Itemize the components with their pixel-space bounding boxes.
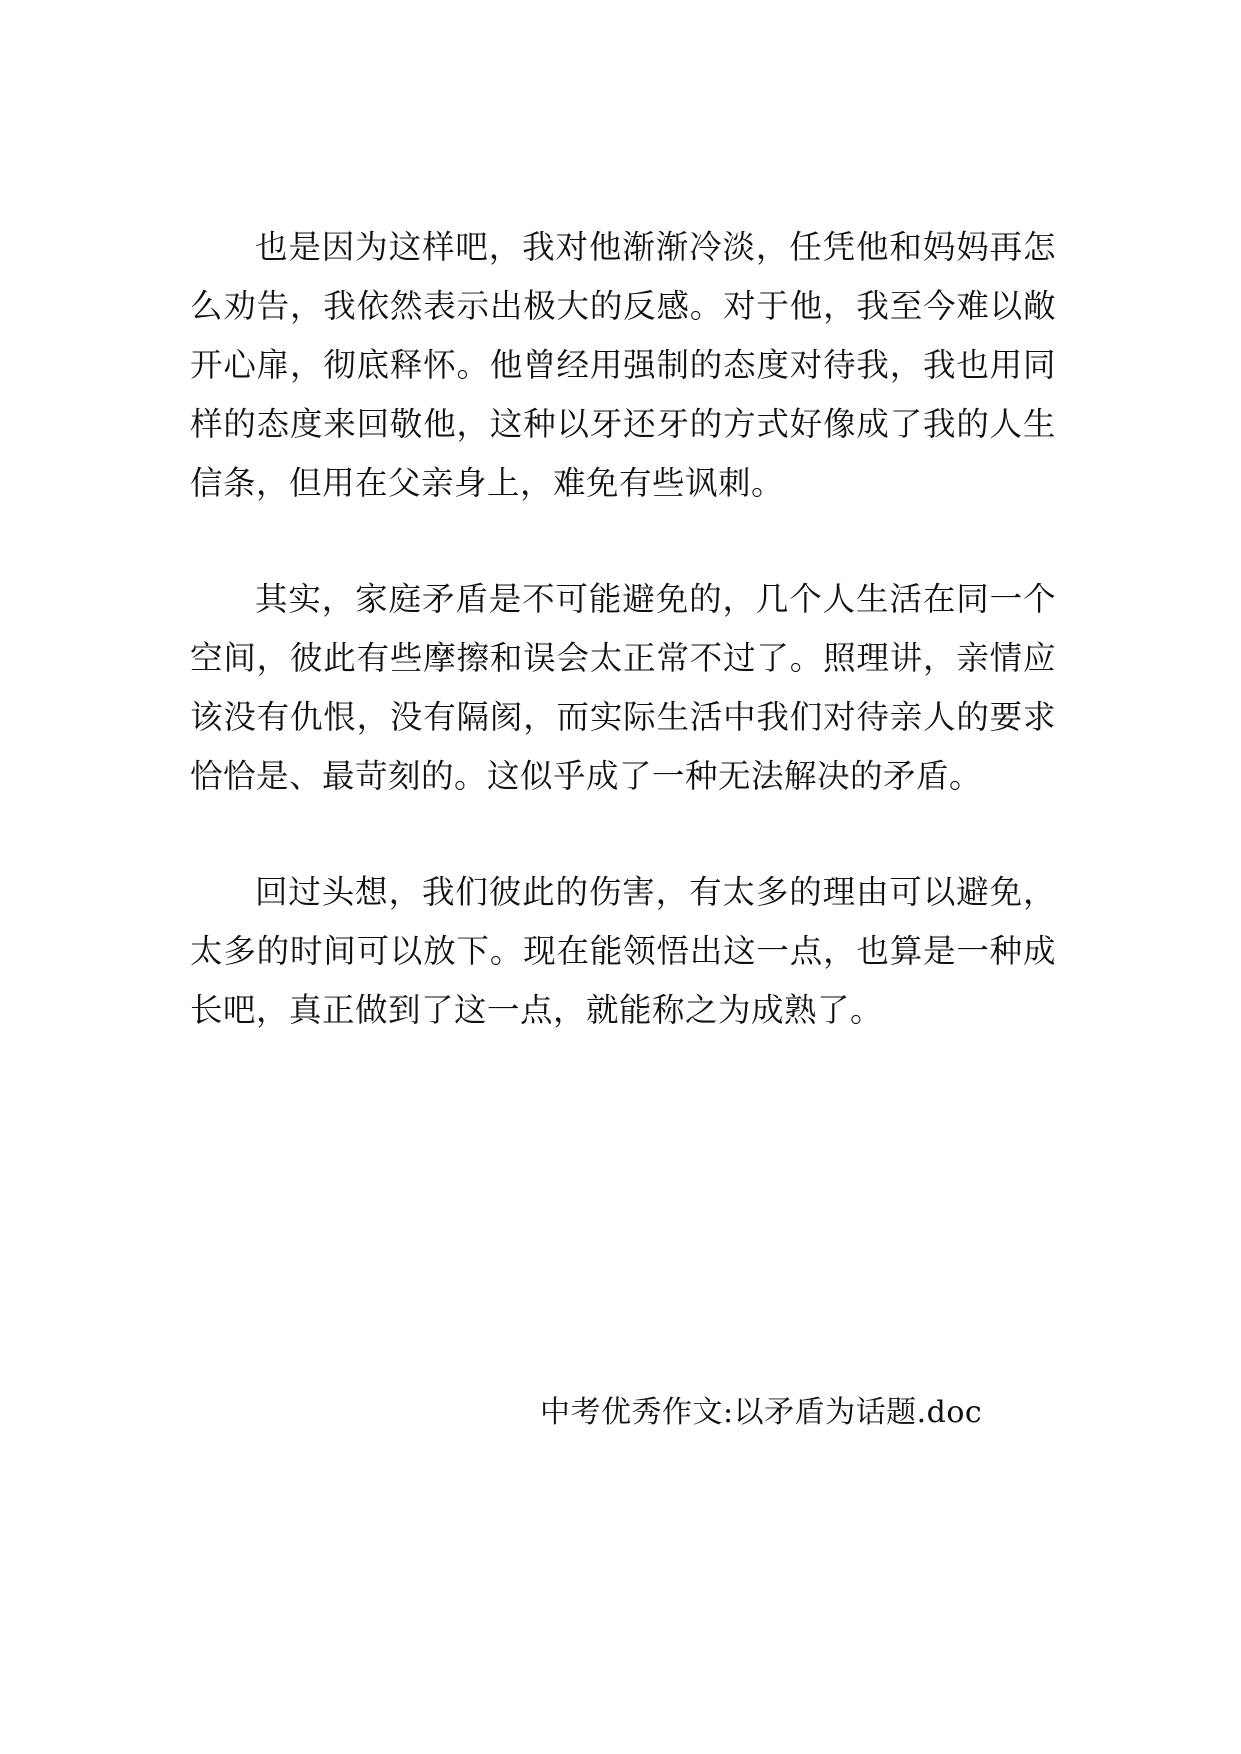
document-filename: 中考优秀作文:以矛盾为话题.doc [540, 1395, 983, 1430]
paragraph-1: 也是因为这样吧，我对他渐渐冷淡，任凭他和妈妈再怎么劝告，我依然表示出极大的反感。对于他，我至今难以敞开心扉，彻底释怀。他曾经用强制的态度对待我，我也用同样的态度来回敬他，这种以牙还牙的方式好像成了我的人生信条，但用在父亲身上，难免有些讽刺。 [190, 228, 1056, 502]
paragraph-3: 回过头想，我们彼此的伤害，有太多的理由可以避免，太多的时间可以放下。现在能领悟出这一点，也算是一种成长吧，真正做到了这一点，就能称之为成熟了。 [190, 873, 1056, 1029]
paragraph-2: 其实，家庭矛盾是不可能避免的，几个人生活在同一个空间，彼此有些摩擦和误会太正常不过了。照理讲，亲情应该没有仇恨，没有隔阂，而实际生活中我们对待亲人的要求恰恰是、最苛刻的。这似乎成了一种无法解决的矛盾。 [190, 580, 1056, 795]
document-body [190, 218, 1056, 1040]
